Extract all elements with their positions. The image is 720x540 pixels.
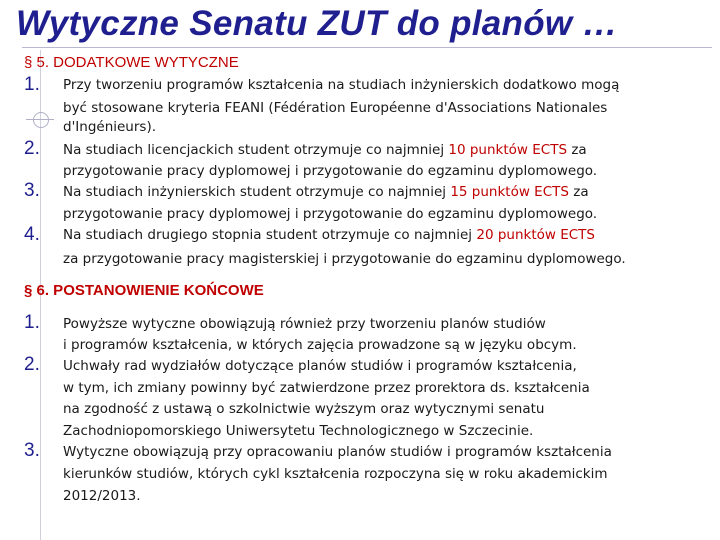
sec5-item-2-number: 2. xyxy=(24,138,40,159)
sec5-item-3-line-2: przygotowanie pracy dyplomowej i przygotowanie do egzaminu dyplomowego. xyxy=(63,206,598,222)
crosshair-decoration-icon xyxy=(33,112,49,128)
sec5-item-4-line-2: za przygotowanie pracy magisterskiej i przygotowanie do egzaminu dyplomowego. xyxy=(63,251,626,267)
sec6-item-3-number: 3. xyxy=(24,440,40,461)
sec6-item-1-number: 1. xyxy=(24,312,40,333)
sec5-item-4-line-1: Na studiach drugiego stopnia student otrzymuje co najmniej 20 punktów ECTS xyxy=(63,227,595,243)
sec5-item-3-number: 3. xyxy=(24,180,40,201)
crosshair-line xyxy=(26,119,54,120)
section-5-heading: § 5. DODATKOWE WYTYCZNE xyxy=(24,54,239,71)
sec5-item-2-line-1: Na studiach licencjackich student otrzymuje co najmniej 10 punktów ECTS za xyxy=(63,142,587,158)
sec5-item-4-number: 4. xyxy=(24,224,40,245)
sec6-item-1-line-2: i programów kształcenia, w których zajęcia prowadzone są w języku obcym. xyxy=(63,337,577,353)
slide-title: Wytyczne Senatu ZUT do planów … xyxy=(16,4,618,43)
sec6-item-2-line-1: Uchwały rad wydziałów dotyczące planów studiów i programów kształcenia, xyxy=(63,358,577,374)
sec6-item-3-line-1: Wytyczne obowiązują przy opracowaniu planów studiów i programów kształcenia xyxy=(63,444,612,460)
sec5-item-1-line-1: Przy tworzeniu programów kształcenia na studiach inżynierskich dodatkowo mogą xyxy=(63,77,620,93)
sec6-item-2-number: 2. xyxy=(24,354,40,375)
ects-highlight-20: 20 punktów ECTS xyxy=(476,227,595,243)
sec6-item-1-line-1: Powyższe wytyczne obowiązują również przy tworzeniu planów studiów xyxy=(63,316,546,332)
sec6-item-2-line-4: Zachodniopomorskiego Uniwersytetu Technologicznego w Szczecinie. xyxy=(63,423,534,439)
sec6-item-2-line-3: na zgodność z ustawą o szkolnictwie wyższym oraz wytycznymi senatu xyxy=(63,401,545,417)
sec6-item-3-line-3: 2012/2013. xyxy=(63,488,141,504)
ects-highlight-15: 15 punktów ECTS xyxy=(450,184,569,200)
sec5-item-1-line-2: być stosowane kryteria FEANI (Fédération Européenne d'Associations Nationales xyxy=(63,100,608,116)
section-6-heading: § 6. POSTANOWIENIE KOŃCOWE xyxy=(24,282,264,299)
sec5-item-1-line-3: d'Ingénieurs). xyxy=(63,119,157,135)
sec5-item-2-line-2: przygotowanie pracy dyplomowej i przygotowanie do egzaminu dyplomowego. xyxy=(63,163,598,179)
ects-highlight-10: 10 punktów ECTS xyxy=(448,142,568,158)
sec6-item-3-line-2: kierunków studiów, których cykl kształcenia rozpoczyna się w roku akademickim xyxy=(63,466,608,482)
sec5-item-1-number: 1. xyxy=(24,74,40,95)
sec5-item-3-line-1: Na studiach inżynierskich student otrzymuje co najmniej 15 punktów ECTS za xyxy=(63,184,589,200)
sec6-item-2-line-2: w tym, ich zmiany powinny być zatwierdzone przez prorektora ds. kształcenia xyxy=(63,380,590,396)
title-rule xyxy=(22,47,712,48)
